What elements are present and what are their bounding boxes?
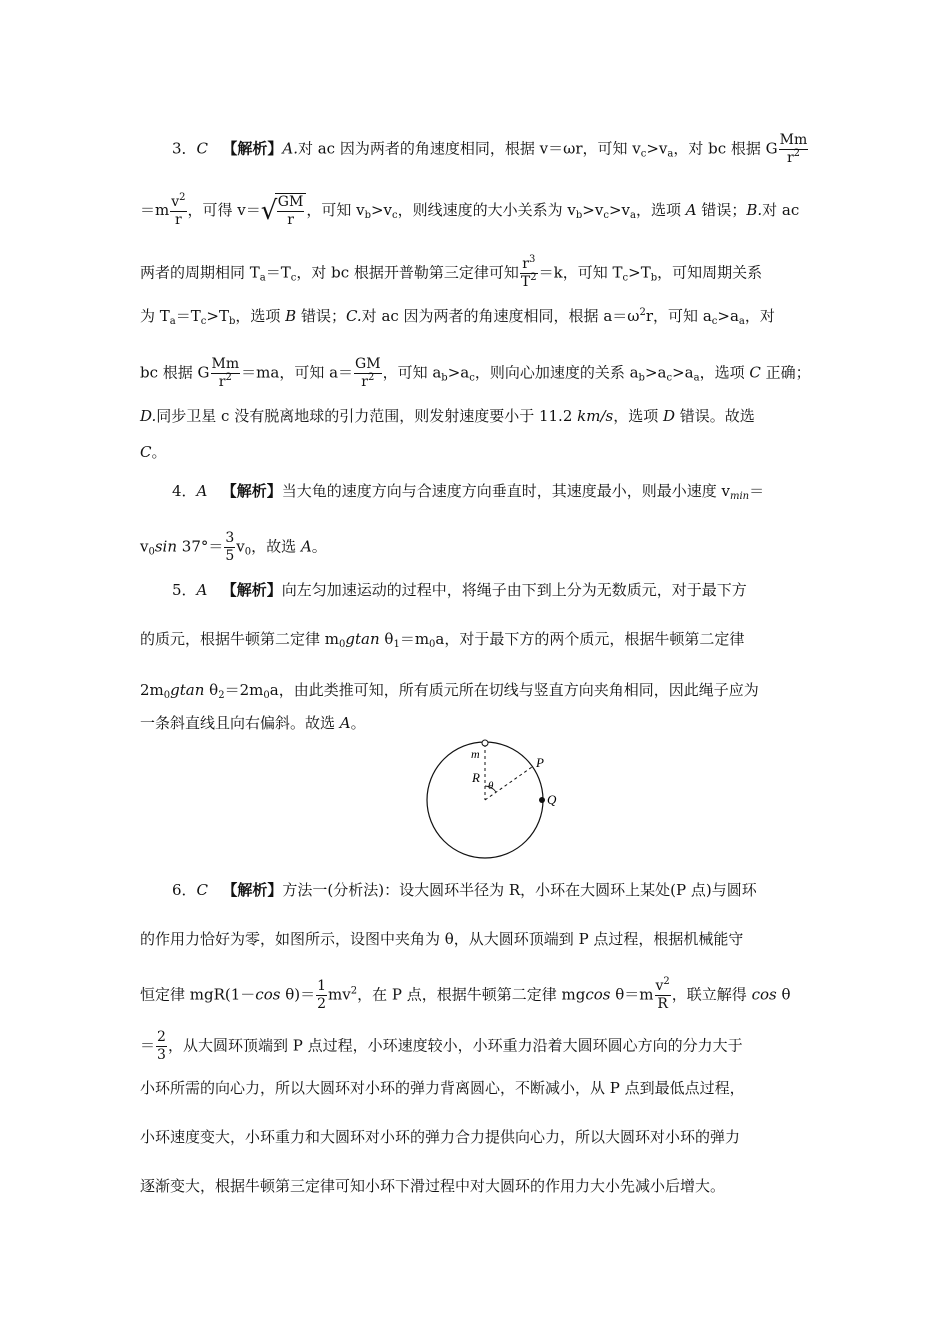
label-q: Q [547, 792, 557, 807]
q4-text: ，故选 [251, 537, 301, 556]
q5-text: θ [204, 681, 219, 699]
q4-text: 37°＝ [177, 537, 224, 556]
q5-text: 一条斜直线且向右偏斜。故选 [140, 714, 340, 732]
q3-text: 对 ac 因为两者的角速度相同，根据 a＝ω [361, 307, 640, 325]
q3-text: ，选项 [235, 307, 286, 325]
sqrt-gm-r [261, 193, 307, 229]
q5-text: a，对于最下方的两个质元，根据牛顿第二定律 [435, 630, 745, 648]
q3-sub: c [469, 372, 475, 384]
q5-text: θ [379, 630, 394, 648]
q6-text: 恒定律 mgR(1－ [140, 985, 256, 1004]
q4-sub: 0 [244, 546, 252, 558]
q6-func: cos [255, 985, 281, 1004]
sup: 2 [793, 148, 801, 159]
q3-sub: c [200, 316, 207, 327]
q5-text: 的质元，根据牛顿第二定律 m [140, 630, 339, 648]
frac-num: Mm [779, 132, 808, 148]
q3-sub: c [392, 210, 398, 221]
q3-option-b: B. [746, 201, 763, 219]
q4-sub: 0 [148, 546, 155, 558]
sup: 2 [225, 372, 232, 383]
q3-text: >a [717, 307, 739, 325]
q5-text: 2m [140, 681, 164, 699]
fraction-r3-t2 [520, 256, 538, 291]
q3-text: 为 T [140, 307, 170, 325]
q6-text: mv [328, 985, 351, 1004]
q5-sub: 0 [163, 690, 171, 701]
q3-text: ，对 bc 根据 G [673, 139, 778, 158]
q3-text: >v [370, 201, 393, 219]
q6-text: ＝ [140, 1036, 156, 1055]
sup: 2 [367, 372, 375, 383]
q3-option: D [663, 407, 676, 425]
q5-func: tan [354, 630, 380, 648]
fraction-2-3 [156, 1029, 167, 1064]
q4-text: ＝ [749, 482, 765, 500]
q4-text: v [140, 537, 149, 556]
q3-option-a: A. [282, 139, 298, 158]
q3-sub: a [169, 316, 176, 327]
q3-text: ，则向心加速度的关系 a [474, 363, 639, 382]
frac-den-text: T [520, 274, 531, 290]
frac-num-text: v [171, 193, 180, 210]
q3-text: 。 [151, 443, 167, 461]
q3-option: C [749, 363, 761, 382]
frac-den: r [175, 211, 182, 228]
q3-answer: C [196, 139, 209, 158]
q5-sub: 0 [429, 639, 436, 650]
q3-line-5 [140, 356, 820, 391]
frac-den [354, 374, 382, 391]
q4-line-1 [172, 481, 852, 501]
q3-text: 错误。故选 [675, 407, 755, 425]
q3-unit: km/s [577, 407, 614, 425]
q3-text: >v [608, 201, 630, 219]
q5-sub: 1 [393, 639, 400, 650]
q6-line-7 [140, 1176, 820, 1196]
q3-text: 两者的周期相同 T [140, 263, 260, 282]
q3-line-1 [172, 132, 852, 167]
q6-line-2 [140, 929, 820, 949]
q3-sub: c [666, 372, 673, 384]
q3-sub: c [711, 316, 718, 327]
q3-sub: c [603, 210, 609, 221]
q3-line-6 [140, 406, 820, 426]
q6-line-4 [140, 1029, 820, 1064]
q5-line-3 [140, 680, 820, 700]
q5-line-2 [140, 629, 820, 649]
sqrt-body [275, 193, 307, 229]
q3-text: 同步卫星 c 没有脱离地球的引力范围，则发射速度要小于 11.2 [156, 407, 578, 425]
q6-text: 逐渐变大，根据牛顿第三定律可知小环下滑过程中对大圆环的作用力大小先减小后增大。 [140, 1177, 726, 1195]
q6-text: ，联立解得 [671, 985, 752, 1004]
frac-den: r [287, 212, 294, 228]
ring-on-circle-figure [420, 738, 570, 860]
q6-text: 方法一(分析法)：设大圆环半径为 R，小环在大圆环上某处(P 点)与圆环 [282, 881, 757, 899]
frac-den [520, 274, 538, 291]
frac-num: 1 [317, 978, 327, 994]
fraction-gm-r2 [354, 356, 382, 391]
frac-den-text: r [218, 374, 226, 390]
fraction-mm-r2 [211, 356, 241, 391]
q3-text: ，可知周期关系 [657, 263, 763, 282]
frac-num: Mm [211, 356, 240, 372]
small-ring [482, 740, 488, 746]
q6-func: cos [585, 985, 611, 1004]
sup: 2 [179, 191, 186, 203]
label-r: R [472, 770, 480, 785]
frac-num: 2 [157, 1029, 166, 1045]
q3-text: 错误； [296, 307, 346, 325]
frac-den: 2 [317, 996, 327, 1012]
frac-num-text: v [655, 978, 664, 994]
q5-text: g [345, 630, 355, 648]
q4-analysis-tag: 【解析】 [221, 482, 282, 500]
q6-text: 小环速度变大，小环重力和大圆环对小环的弹力合力提供向心力，所以大圆环对小环的弹力 [140, 1128, 741, 1146]
q3-text: ＝T [175, 307, 201, 325]
sup: 2 [530, 272, 537, 283]
q3-line-2 [140, 193, 820, 229]
q3-text: >v [646, 139, 668, 158]
q3-option-d: D. [140, 407, 157, 425]
q5-text: 向左匀加速运动的过程中，将绳子由下到上分为无数质元，对于最下方 [281, 581, 747, 599]
q4-text: 。 [311, 537, 327, 556]
q3-analysis-tag: 【解析】 [222, 139, 283, 158]
q3-sub: a [629, 210, 636, 221]
fraction-1-2 [316, 978, 327, 1013]
q3-text: ＝ma，可知 a＝ [241, 363, 354, 382]
q6-answer: C [196, 881, 209, 899]
q3-line-3 [140, 256, 820, 291]
q4-text: 当大龟的速度方向与合速度方向垂直时，其速度最小，则最小速度 v [281, 482, 730, 500]
q3-text: ，可知 v [306, 201, 365, 219]
q6-line-3 [140, 978, 820, 1013]
q6-text: θ [776, 985, 791, 1004]
sup: 2 [639, 307, 646, 318]
fraction-v2-r [170, 191, 186, 229]
frac-den [211, 374, 241, 391]
frac-den: 3 [157, 1047, 166, 1063]
q3-number: 3． [172, 139, 197, 158]
q5-line-4 [140, 713, 820, 733]
q5-text: g [170, 681, 180, 699]
q4-func: sin [154, 537, 178, 556]
q6-analysis-tag: 【解析】 [222, 881, 283, 899]
q3-text: >T [628, 263, 651, 282]
sup: 2 [350, 985, 358, 997]
q3-text: 对 ac [762, 201, 800, 219]
q3-sub: b [650, 272, 658, 284]
q3-text: >a [672, 363, 694, 382]
q3-text: ，选项 [699, 363, 750, 382]
label-p: P [536, 755, 544, 770]
q3-sub: b [638, 372, 645, 384]
frac-den [779, 150, 809, 167]
q5-func: tan [179, 681, 205, 699]
q4-text: v [236, 537, 245, 556]
q3-text: >T [206, 307, 229, 325]
q6-text: ，在 P 点，根据牛顿第二定律 mg [357, 985, 586, 1004]
q3-text: 错误； [696, 201, 747, 219]
q5-sub: 2 [218, 690, 225, 701]
q3-option: A [685, 201, 697, 219]
q5-analysis-tag: 【解析】 [221, 581, 282, 599]
q6-line-5 [140, 1078, 820, 1098]
q4-sub: min [729, 491, 750, 502]
frac-den: R [657, 996, 668, 1012]
q3-text: ，选项 [613, 407, 663, 425]
label-m: m [471, 747, 480, 761]
q4-number: 4． [172, 482, 197, 500]
q3-text: ，对 bc 根据开普勒第三定律可知 [296, 263, 519, 282]
q3-text: 对 ac 因为两者的角速度相同，根据 v＝ωr，可知 v [297, 139, 641, 158]
q3-text: ，选项 [635, 201, 686, 219]
q3-text: ，则线速度的大小关系为 v [397, 201, 576, 219]
q6-line-1 [172, 880, 852, 900]
label-theta: θ [488, 780, 494, 792]
q3-sub: b [441, 372, 448, 384]
fraction-mm-r2 [779, 132, 809, 167]
q6-text: 的作用力恰好为零，如图所示，设图中夹角为 θ，从大圆环顶端到 P 点过程，根据机械能守 [140, 930, 744, 948]
frac-num [655, 978, 671, 996]
q3-text: bc 根据 G [140, 363, 210, 382]
q3-text: 正确； [760, 363, 811, 382]
q3-sub: a [259, 272, 266, 284]
q6-text: ，从大圆环顶端到 P 点过程，小环速度较小，小环重力沿着大圆环圆心方向的分力大于 [167, 1036, 743, 1055]
frac-num: 3 [225, 530, 235, 546]
sup: 2 [663, 976, 670, 987]
frac-den-text: r [361, 374, 368, 390]
q3-text: ＝T [265, 263, 291, 282]
q4-answer: A [196, 482, 208, 500]
q3-sub: a [738, 316, 745, 327]
q3-line-4 [140, 306, 820, 326]
q3-text: r，可知 a [645, 307, 712, 325]
q3-sub: c [640, 148, 647, 160]
q5-number: 5． [172, 581, 197, 599]
q3-sub: c [290, 272, 297, 284]
fraction-3-5 [224, 530, 235, 565]
q3-text: ，可得 v＝ [187, 201, 261, 219]
q3-text: >a [644, 363, 667, 382]
q5-final-answer: A [339, 714, 351, 732]
q5-text: a，由此类推可知，所有质元所在切线与竖直方向夹角相同，因此绳子应为 [269, 681, 759, 699]
q3-text: ＝k，可知 T [538, 263, 623, 282]
q3-option-c: C. [345, 307, 362, 325]
q3-option: B [285, 307, 297, 325]
q3-sub: a [667, 148, 674, 160]
q6-text: 小环所需的向心力，所以大圆环对小环的弹力背离圆心，不断减小，从 P 点到最低点过程， [140, 1079, 745, 1097]
q3-line-7 [140, 442, 820, 462]
q5-text: 。 [350, 714, 366, 732]
q6-func: cos [751, 985, 777, 1004]
q5-answer: A [196, 581, 208, 599]
frac-num: GM [277, 194, 304, 210]
q6-text: θ)＝ [280, 985, 316, 1004]
q6-number: 6． [172, 881, 197, 899]
q5-text: ＝2m [224, 681, 264, 699]
q3-sub: b [228, 316, 236, 327]
q3-sub: c [622, 272, 629, 284]
frac-den-text: r [786, 150, 794, 166]
sqrt-sign: √ [260, 196, 278, 226]
q3-text: ＝m [140, 201, 170, 219]
q6-line-6 [140, 1127, 820, 1147]
q3-sub: a [693, 372, 700, 384]
sup: 3 [528, 254, 536, 265]
frac-num-text: r [522, 256, 529, 272]
frac-den: 5 [225, 548, 235, 564]
q4-final-answer: A [300, 537, 312, 556]
q5-line-1 [172, 580, 852, 600]
frac-num [170, 191, 186, 212]
q3-text: ，对 [744, 307, 775, 325]
point-q-dot [539, 797, 545, 803]
q5-sub: 0 [339, 639, 346, 650]
q3-text: >v [582, 201, 604, 219]
q3-text: >a [447, 363, 470, 382]
fraction-v2-r [655, 978, 671, 1013]
q5-sub: 0 [263, 690, 270, 701]
q4-line-2 [140, 530, 820, 565]
frac-num: GM [355, 356, 381, 372]
sqrt-frac [277, 194, 305, 229]
q5-text: ＝m [399, 630, 430, 648]
q3-final-answer: C [140, 443, 152, 461]
q3-text: ，可知 a [382, 363, 442, 382]
q3-sub: b [575, 210, 583, 221]
q3-sub: b [364, 210, 371, 221]
q6-text: θ＝m [610, 985, 654, 1004]
